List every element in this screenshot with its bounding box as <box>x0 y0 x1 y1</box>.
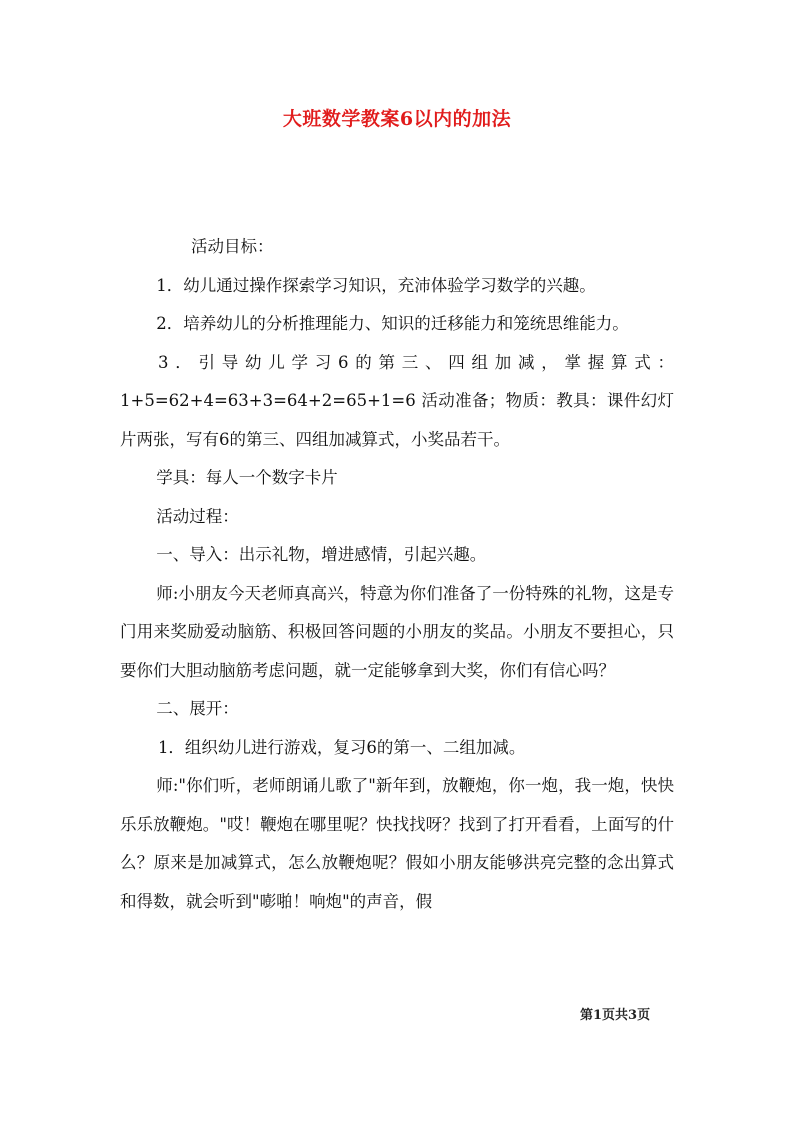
paragraph-step-1: 1．组织幼儿进行游戏，复习6的第一、二组加减。 <box>157 737 526 757</box>
paragraph-activity-goals-heading: 活动目标： <box>190 237 274 256</box>
document-title: 大班数学教案6以内的加法 <box>282 108 512 130</box>
paragraph-student-materials: 学具：每人一个数字卡片 <box>156 468 338 487</box>
paragraph-teacher-speech-1: 师:小朋友今天老师真高兴，特意为你们准备了一份特殊的礼物，这是专门用来奖励爱动脑筋、积极回答问题的小朋友的奖品。小朋友不要担心，只要你们大胆动脑筋考虑问题，就一定能够拿到大奖，你们有信心吗？ <box>120 583 674 680</box>
paragraph-goal-2: 2．培养幼儿的分析推理能力、知识的迁移能力和笼统思维能力。 <box>156 314 629 333</box>
paragraph-formulas-preparation: 1+5=62+4=63+3=64+2=65+1=6 活动准备；物质：教具：课件幻灯片两张，写有6的第三、四组加减算式，小奖品若干。 <box>120 391 674 449</box>
page-number-footer: 第1页共3页 <box>580 1008 651 1023</box>
paragraph-teacher-speech-2: 师:"你们听，老师朗诵儿歌了"新年到，放鞭炮，你一炮，我一炮，快快乐乐放鞭炮。"哎！鞭炮在哪里呢？快找找呀？找到了打开看看，上面写的什么？原来是加减算式，怎么放鞭炮呢？假如小朋友能够洪亮完整的念出算式和得数，就会听到"嘭啪！响炮"的声音，假 <box>120 776 674 911</box>
paragraph-activity-process-heading: 活动过程： <box>156 506 239 526</box>
paragraph-goal-1: 1．幼儿通过操作探索学习知识，充沛体验学习数学的兴趣。 <box>156 275 596 295</box>
paragraph-intro: 一、导入：出示礼物，增进感情，引起兴趣。 <box>156 545 487 564</box>
paragraph-goal-3: 3．引导幼儿学习6的第三、四组加减，掌握算式： <box>157 352 674 372</box>
paragraph-expand-heading: 二、展开： <box>156 699 239 718</box>
document-body <box>120 228 674 921</box>
